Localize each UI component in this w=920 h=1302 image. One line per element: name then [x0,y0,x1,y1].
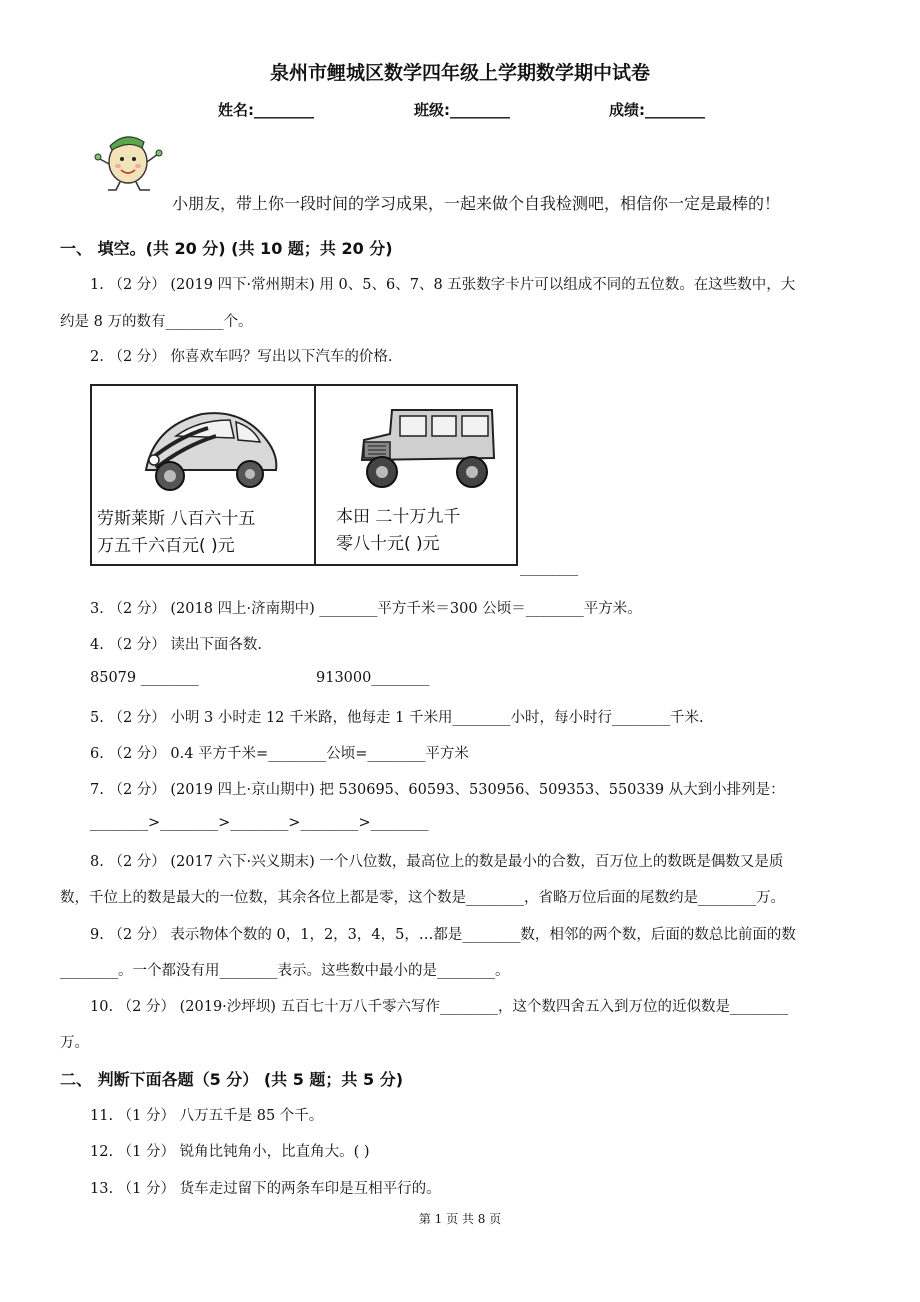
question-8-line-1: 8. （2 分） (2017 六下·兴义期末) 一个八位数，最高位上的数是最小的合数，百万位上的数既是偶数又是质 [90,854,784,870]
question-6-text: 6. （2 分） 0.4 平方千米=________公顷=________平方米 [90,746,469,762]
question-8-line-2: 数，千位上的数是最大的一位数，其余各位上都是零，这个数是________，省略万位后面的尾数约是________万。 [60,890,785,906]
question-10-line-1: 10. （2 分） (2019·沙坪坝) 五百七十万八千零六写作________，这个数四舍五入到万位的近似数是________ [90,999,789,1015]
class-field-label: 班级:________ [414,101,510,119]
page-number-footer: 第 1 页 共 8 页 [418,1212,502,1226]
question-4-number-a: 85079 ________ [90,670,199,686]
question-1-line-1: 1. （2 分） (2019 四下·常州期末) 用 0、5、6、7、8 五张数字卡片可以组成不同的五位数。在这些数中，大 [90,277,796,293]
greeting-text: 小朋友，带上你一段时间的学习成果，一起来做个自我检测吧，相信你一定是最棒的！ [172,194,781,213]
figure-divider [314,386,316,564]
car-1-caption-line-1: 劳斯莱斯 八百六十五 [97,509,256,529]
car-price-figure [90,384,518,566]
page-title: 泉州市鲤城区数学四年级上学期数学期中试卷 [269,62,650,84]
section-heading-judge: 二、 判断下面各题（5 分） (共 5 题；共 5 分) [60,1070,404,1089]
question-9-line-2: ________。一个都没有用________表示。这些数中最小的是________。 [60,963,510,979]
question-7-line-2: ________>________>________>________>________ [90,815,429,831]
question-4-text: 4. （2 分） 读出下面各数. [90,637,262,653]
name-field-label: 姓名:________ [218,101,314,119]
jeep-car-drawing [352,400,502,498]
question-4-number-b: 913000________ [316,670,430,686]
car-2-caption-line-1: 本田 二十万九千 [336,507,461,527]
question-1-line-2: 约是 8 万的数有________个。 [60,314,253,330]
question-3-text: 3. （2 分） (2018 四上·济南期中) ________平方千米＝300 公顷＝________平方米。 [90,601,642,617]
question-12-text: 12. （1 分） 锐角比钝角小，比直角大。( ) [90,1144,370,1160]
question-5-text: 5. （2 分） 小明 3 小时走 12 千米路，他每走 1 千米用________小时，每小时行________千米. [90,710,704,726]
score-field-label: 成绩:________ [609,101,705,119]
question-2-answer-blank: ________ [520,560,578,576]
question-7-line-1: 7. （2 分） (2019 四上·京山期中) 把 530695、60593、530956、509353、550339 从大到小排列是： [90,782,785,798]
question-11-text: 11. （1 分） 八万五千是 85 个千。 [90,1108,324,1124]
section-heading-fill-in: 一、 填空。(共 20 分) (共 10 题；共 20 分) [60,239,393,258]
question-9-line-1: 9. （2 分） 表示物体个数的 0，1，2，3，4，5，…都是________数，相邻的两个数，后面的数总比前面的数 [90,927,796,943]
question-2-text: 2. （2 分） 你喜欢车吗？写出以下汽车的价格. [90,349,393,365]
question-13-text: 13. （1 分） 货车走过留下的两条车印是互相平行的。 [90,1181,441,1197]
car-2-caption-line-2: 零八十元( )元 [336,534,440,554]
car-1-caption-line-2: 万五千六百元( )元 [97,536,235,556]
question-10-line-2: 万。 [60,1035,89,1051]
beetle-car-drawing [136,398,286,502]
mascot-illustration [92,128,168,194]
